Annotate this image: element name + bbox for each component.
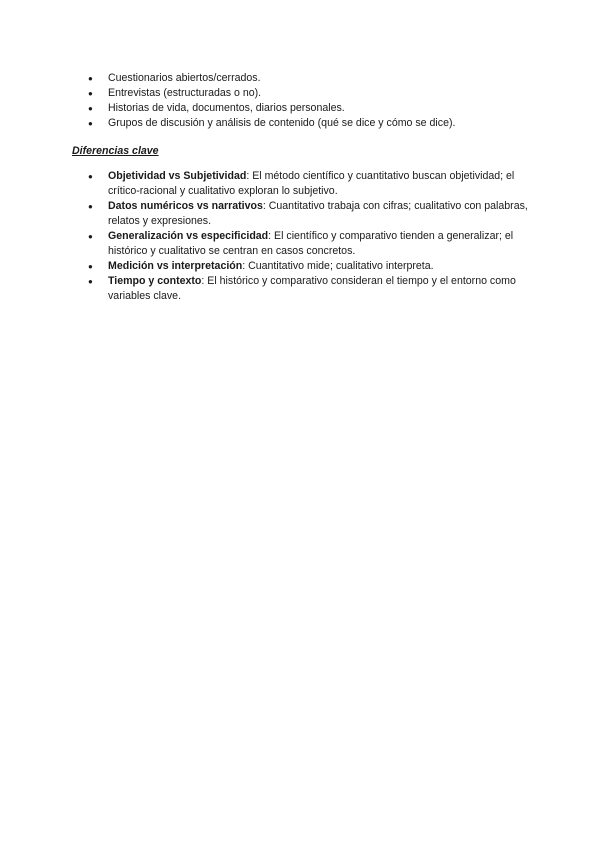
list-item bbox=[72, 101, 532, 116]
bullet-icon: ● bbox=[88, 172, 93, 181]
difference-term: Medición vs interpretación bbox=[108, 260, 243, 272]
list-item bbox=[72, 169, 532, 199]
list-item bbox=[72, 199, 532, 229]
difference-term: Datos numéricos vs narrativos bbox=[108, 200, 263, 212]
bullet-icon: ● bbox=[88, 104, 93, 113]
bullet-icon: ● bbox=[88, 232, 93, 241]
bullet-icon: ● bbox=[88, 202, 93, 211]
bullet-icon: ● bbox=[88, 262, 93, 271]
difference-text: : El histórico y comparativo consideran el tiempo y el entorno como variables clave. bbox=[108, 275, 516, 302]
bullet-icon: ● bbox=[88, 277, 93, 286]
list-item bbox=[72, 71, 532, 86]
differences-list bbox=[72, 169, 532, 304]
list-item bbox=[72, 259, 532, 274]
section-heading: Diferencias clave bbox=[72, 145, 159, 157]
list-item bbox=[72, 229, 532, 259]
bullet-icon: ● bbox=[88, 89, 93, 98]
difference-text: : Cuantitativo trabaja con cifras; cualitativo con palabras, relatos y expresiones. bbox=[108, 200, 528, 227]
list-item bbox=[72, 116, 532, 131]
bullet-icon: ● bbox=[88, 119, 93, 128]
difference-term: Generalización vs especificidad bbox=[108, 230, 269, 242]
document-content bbox=[72, 71, 532, 304]
list-item-text: Cuestionarios abiertos/cerrados. bbox=[108, 72, 261, 84]
difference-text: : Cuantitativo mide; cualitativo interpreta. bbox=[242, 260, 434, 272]
list-item-text: Entrevistas (estructuradas o no). bbox=[108, 87, 262, 99]
methods-list bbox=[72, 71, 532, 131]
difference-text: : El método científico y cuantitativo buscan objetividad; el crítico-racional y cualitativo exploran lo subjetivo. bbox=[108, 170, 515, 197]
list-item bbox=[72, 86, 532, 101]
difference-term: Objetividad vs Subjetividad bbox=[108, 170, 247, 182]
bullet-icon: ● bbox=[88, 74, 93, 83]
difference-term: Tiempo y contexto bbox=[108, 275, 202, 287]
difference-text: : El científico y comparativo tienden a generalizar; el histórico y cualitativo se centran en casos concretos. bbox=[108, 230, 514, 257]
list-item-text: Historias de vida, documentos, diarios personales. bbox=[108, 102, 345, 114]
list-item-text: Grupos de discusión y análisis de contenido (qué se dice y cómo se dice). bbox=[108, 117, 456, 129]
list-item bbox=[72, 274, 532, 304]
